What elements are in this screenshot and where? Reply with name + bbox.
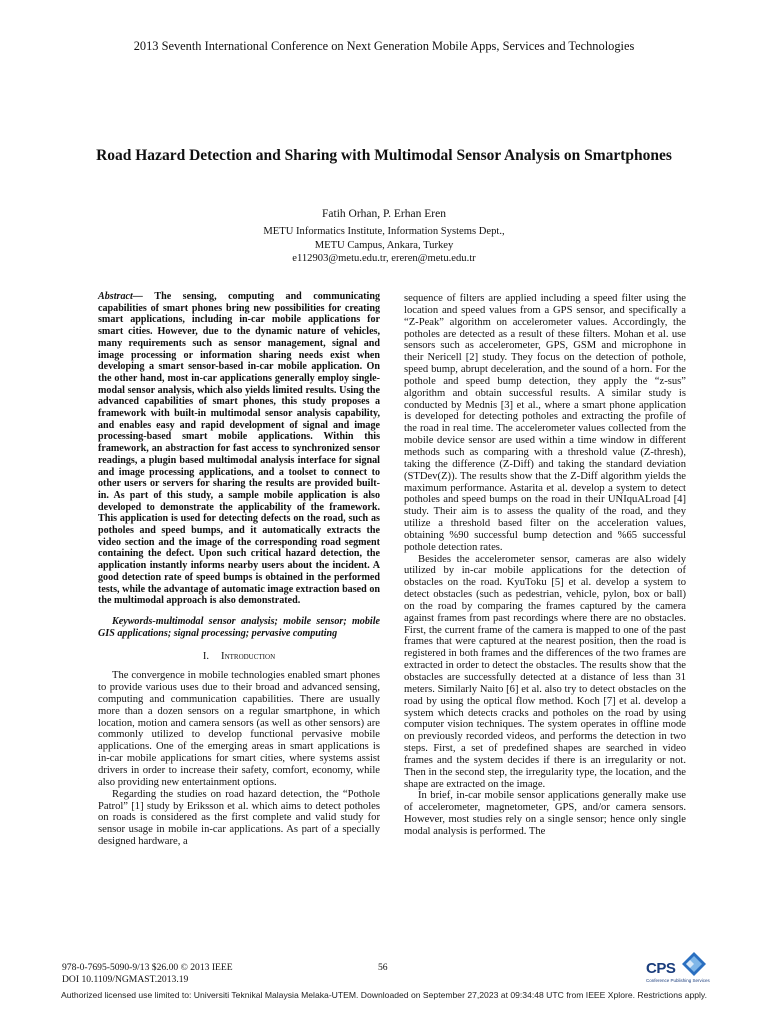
abstract-label: Abstract	[98, 291, 133, 302]
abstract-text: The sensing, computing and communicating capabilities of smart phones bring new possibilities for creating smart applications, including in-car mobile applications for smart cities. However, due to the dynamic nature of vehicles, many requirements such as sensor management, signal and image processing or information sharing needs exist when developing a smart sensor-based in-car mobile application. On the other hand, most in-car applications generally employ single-modal sensor analysis, which also yields limited results. Using the advanced capabilities of smart phones, this study proposes a framework with built-in multimodal sensor analysis capability, and enables easy and rapid development of signal and image processing-based smart mobile applications. Within this framework, an abstraction for fast access to synchronized sensor readings, a plugin based multimodal analysis interface for signal and image processing applications, and a toolset to connect to other users or servers for sharing the results are provided built-in. As part of this study, a sample mobile application is also developed to demonstrate the applicability of the framework. This application is used for detecting defects on the road, such as potholes and speed bumps, and it automatically extracts the video section and the image of the corresponding road segment containing the defect. Upon such critical hazard detection, the application instantly informs nearby users about the incident. A good detection rate of speed bumps is obtained in the performed tests, while the advantage of automatic image extraction based on the multimodal approach is also demonstrated.	[98, 291, 380, 607]
body-paragraph: In brief, in-car mobile sensor applications generally make use of accelerometer, magnetometer, GPS, and/or camera sensors. However, most studies rely on a single sensor; hence only single modal analysis is performed. The	[404, 790, 686, 837]
footer-copyright	[62, 962, 233, 986]
footer-doi: DOI 10.1109/NGMAST.2013.19	[62, 974, 189, 985]
abstract	[98, 291, 380, 607]
body-paragraph: Regarding the studies on road hazard detection, the “Pothole Patrol” [1] study by Eriksson et al. which aims to detect potholes on roads is considered as the first complete and valid study for sensor usage in mobile in-car applications. As part of a specially designed hardware, a	[98, 788, 380, 848]
abstract-dash: —	[132, 291, 155, 302]
license-notice: Authorized licensed use limited to: Universiti Teknikal Malaysia Melaka-UTEM. Downloaded on September 27,2023 at 09:34:48 UTC from IEEE Xplore. Restrictions apply.	[61, 990, 707, 1000]
footer-isbn: 978-0-7695-5090-9/13 $26.00 © 2013 IEEE	[62, 962, 233, 973]
left-column	[98, 291, 380, 848]
page-number: 56	[378, 962, 388, 973]
keywords: Keywords-multimodal sensor analysis; mobile sensor; mobile GIS applications; signal processing; pervasive computing	[98, 615, 380, 639]
logo-wordmark: CPS	[646, 960, 676, 977]
affiliation-line: METU Campus, Ankara, Turkey	[314, 239, 454, 251]
conference-header: 2013 Seventh International Conference on Next Generation Mobile Apps, Services and Technologies	[133, 39, 635, 53]
section-heading-introduction	[98, 651, 380, 663]
body-paragraph: Besides the accelerometer sensor, cameras are also widely utilized by in-car mobile applications for the detection of obstacles on the road. KyuToku [5] et al. develop a system to detect obstacles (such as pedestrian, vehicle, pylon, box or ball) on the road by comparing the frames captured by the camera against frames from past recordings where there are no obstacles. First, the current frame of the camera is mapped to one of the past frames that were captured at the nearest position, then the road is registered in both frames and the differences of the two frames are extracted in order to detect the obstacles. The results show that the obstacles are successfully detected at a distance of less than 31 meters. Similarly Naito [6] et al. also try to detect obstacles on the road by using the optical flow method. Koch [7] et al. develop a system which detects cracks and potholes on the road by using computer vision techniques. The system operates in offline mode on previously recorded videos, and performs the detection in two steps. First, a set of predefined shapes are searched in video frames and the system decides if there is an irregularity or not. Then in the second step, the irregularity type, the location, and the shape are extracted on the image.	[404, 553, 686, 790]
paper-authors: Fatih Orhan, P. Erhan Eren	[322, 208, 446, 220]
section-number: I.	[202, 651, 210, 663]
affiliation-line: METU Informatics Institute, Information Systems Dept.,	[263, 226, 505, 237]
section-title: Introduction	[221, 651, 276, 663]
body-paragraph: sequence of filters are applied including a speed filter using the location and speed values from a GPS sensor, and specifically a “Z-Peak” algorithm on accelerometer values. Accordingly, the potholes are detected as a result of these filters. Mohan et al. use sensors such as accelerometer, GPS, GSM and microphone in their Nericell [2] study. They focus on the detection of pothole, speed bump, abrupt deceleration, and the sound of a horn. For the pothole and speed bump detection, they apply the “z-sus” algorithm and obtain successful results. A similar study is conducted by Mednis [3] et al., where a smart phone application is developed for detecting potholes and extracting the profile of the road in real time. The accelerometer values collected from the mobile device sensor are used within a time window in different methods such as comparing with a threshold value (Z-thresh), taking the difference (Z-Diff) and taking the standard deviation (STDev(Z)). The results show that the Z-Diff algorithm yields the maximum performance. Astarita et al. develop a system to detect potholes and speed bumps on the road in their UNIquALroad [4] study. Their aim is to assess the quality of the road, and they utilize a threshold based filter on the acceleration values, obtaining %90 successful bump detection and %65 successful pothole detection rates.	[404, 293, 686, 553]
author-emails: e112903@metu.edu.tr, ereren@metu.edu.tr	[292, 253, 476, 265]
paper-title: Road Hazard Detection and Sharing with Multimodal Sensor Analysis on Smartphones	[96, 147, 672, 164]
right-column	[404, 293, 686, 838]
logo-subtitle: Conference Publishing Services	[646, 978, 710, 983]
author-affiliation	[0, 225, 768, 266]
body-paragraph: The convergence in mobile technologies enabled smart phones to provide various uses due to their broad and advanced sensing, computing and communication capabilities. There are usually more than a dozen sensors on a regular smartphone, in which location, motion and camera sensors (as well as other sensors) are commonly utilized to develop functional pervasive mobile applications. One of the emerging areas in smart applications is in-car mobile applications for smart cities, where systems assist drivers in order to increase their safety, comfort, economy, while also providing new entertainment options.	[98, 670, 380, 788]
